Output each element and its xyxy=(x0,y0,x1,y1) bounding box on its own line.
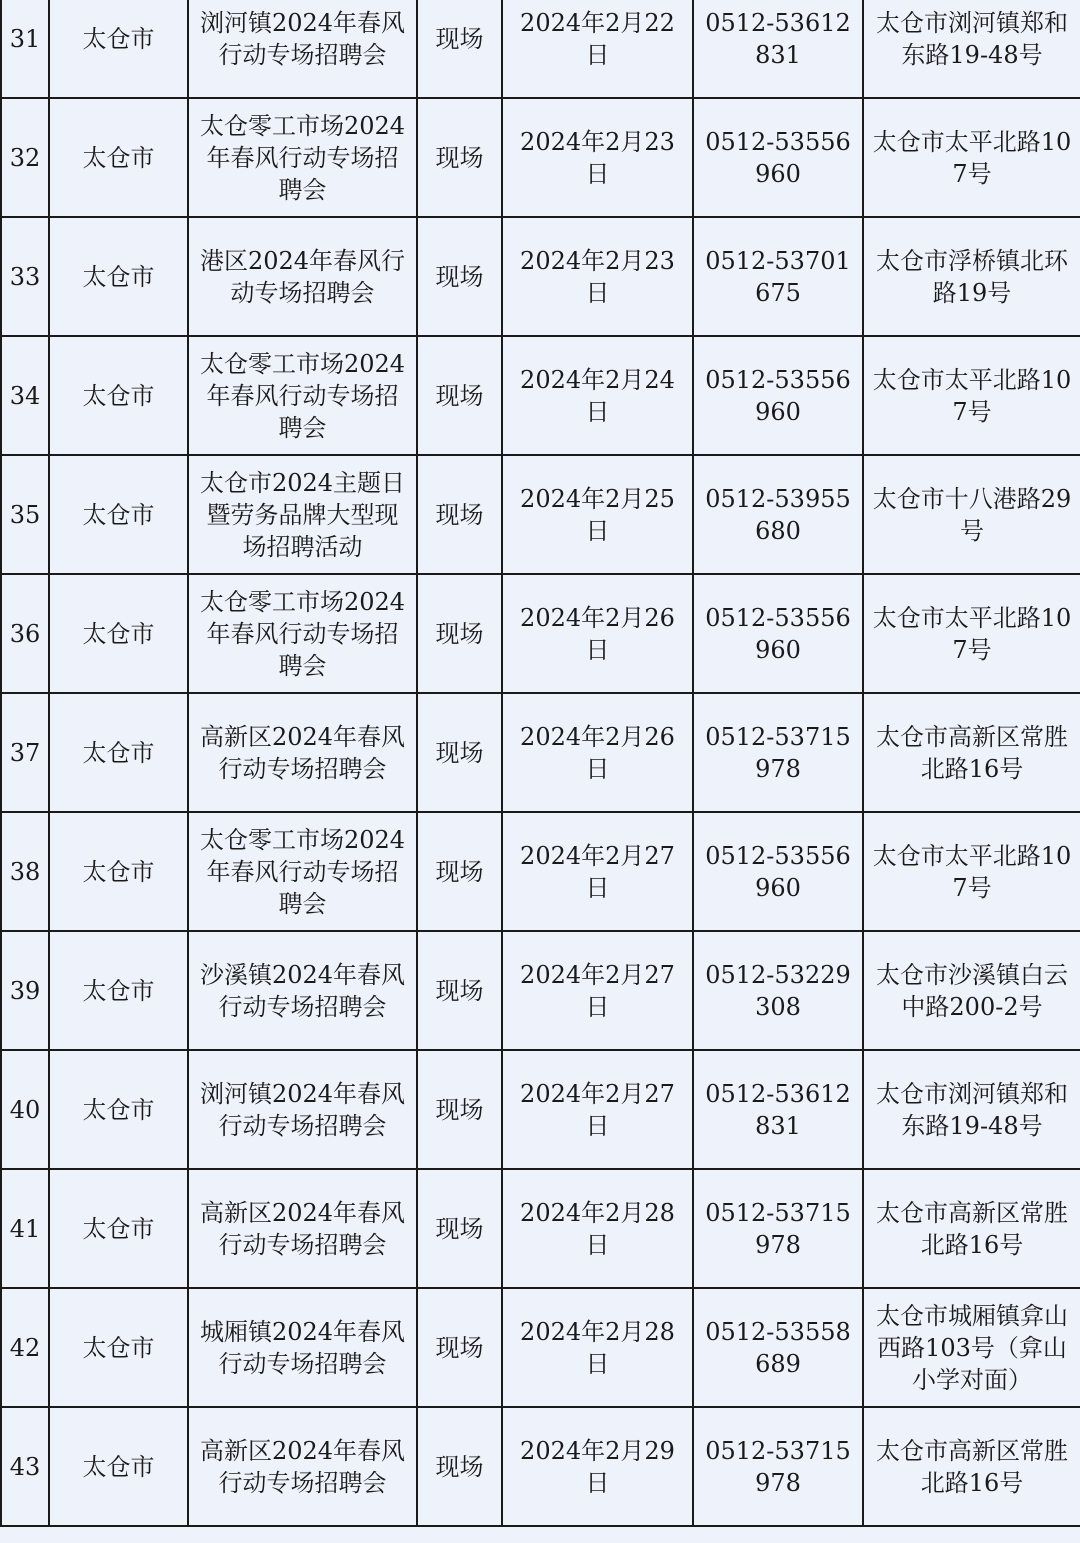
event-type-cell: 现场 xyxy=(417,1407,502,1526)
contact-phone-cell: 0512-53701675 xyxy=(693,217,863,336)
city-cell: 太仓市 xyxy=(49,217,188,336)
table-row xyxy=(1,455,1080,574)
table-row xyxy=(1,693,1080,812)
row-number-cell: 39 xyxy=(1,931,49,1050)
event-date-cell: 2024年2月25日 xyxy=(502,455,693,574)
city-cell: 太仓市 xyxy=(49,1407,188,1526)
event-date-cell: 2024年2月24日 xyxy=(502,336,693,455)
table-row xyxy=(1,217,1080,336)
address-cell: 太仓市十八港路29号 xyxy=(863,455,1080,574)
event-date-cell: 2024年2月23日 xyxy=(502,98,693,217)
table-row xyxy=(1,1050,1080,1169)
contact-phone-cell: 0512-53558689 xyxy=(693,1288,863,1407)
address-cell: 太仓市浏河镇郑和东路19-48号 xyxy=(863,1050,1080,1169)
table-row xyxy=(1,931,1080,1050)
contact-phone-cell: 0512-53955680 xyxy=(693,455,863,574)
city-cell: 太仓市 xyxy=(49,1288,188,1407)
table-row xyxy=(1,336,1080,455)
table-row xyxy=(1,1407,1080,1526)
event-type-cell: 现场 xyxy=(417,931,502,1050)
contact-phone-cell: 0512-53715978 xyxy=(693,1407,863,1526)
city-cell: 太仓市 xyxy=(49,455,188,574)
contact-phone-cell: 0512-53556960 xyxy=(693,574,863,693)
contact-phone-cell: 0512-53612831 xyxy=(693,1050,863,1169)
city-cell: 太仓市 xyxy=(49,693,188,812)
event-type-cell: 现场 xyxy=(417,1169,502,1288)
event-type-cell: 现场 xyxy=(417,336,502,455)
city-cell: 太仓市 xyxy=(49,1169,188,1288)
row-number-cell: 32 xyxy=(1,98,49,217)
contact-phone-cell: 0512-53715978 xyxy=(693,693,863,812)
event-type-cell: 现场 xyxy=(417,98,502,217)
row-number-cell: 42 xyxy=(1,1288,49,1407)
event-name-cell: 高新区2024年春风行动专场招聘会 xyxy=(188,693,417,812)
contact-phone-cell: 0512-53612831 xyxy=(693,0,863,98)
event-date-cell: 2024年2月22日 xyxy=(502,0,693,98)
row-number-cell: 38 xyxy=(1,812,49,931)
event-date-cell: 2024年2月28日 xyxy=(502,1288,693,1407)
event-date-cell: 2024年2月28日 xyxy=(502,1169,693,1288)
table-row xyxy=(1,812,1080,931)
event-type-cell: 现场 xyxy=(417,1288,502,1407)
address-cell: 太仓市浮桥镇北环路19号 xyxy=(863,217,1080,336)
event-date-cell: 2024年2月27日 xyxy=(502,931,693,1050)
event-name-cell: 太仓市2024主题日暨劳务品牌大型现场招聘活动 xyxy=(188,455,417,574)
contact-phone-cell: 0512-53556960 xyxy=(693,812,863,931)
event-name-cell: 太仓零工市场2024年春风行动专场招聘会 xyxy=(188,98,417,217)
event-name-cell: 沙溪镇2024年春风行动专场招聘会 xyxy=(188,931,417,1050)
address-cell: 太仓市高新区常胜北路16号 xyxy=(863,1169,1080,1288)
address-cell: 太仓市太平北路107号 xyxy=(863,336,1080,455)
address-cell: 太仓市太平北路107号 xyxy=(863,812,1080,931)
event-date-cell: 2024年2月29日 xyxy=(502,1407,693,1526)
row-number-cell: 33 xyxy=(1,217,49,336)
event-date-cell: 2024年2月26日 xyxy=(502,693,693,812)
address-cell: 太仓市太平北路107号 xyxy=(863,98,1080,217)
contact-phone-cell: 0512-53556960 xyxy=(693,98,863,217)
row-number-cell: 40 xyxy=(1,1050,49,1169)
row-number-cell: 43 xyxy=(1,1407,49,1526)
table-row xyxy=(1,574,1080,693)
event-name-cell: 浏河镇2024年春风行动专场招聘会 xyxy=(188,0,417,98)
event-date-cell: 2024年2月27日 xyxy=(502,1050,693,1169)
event-name-cell: 太仓零工市场2024年春风行动专场招聘会 xyxy=(188,812,417,931)
table-body xyxy=(1,0,1080,1526)
city-cell: 太仓市 xyxy=(49,98,188,217)
event-type-cell: 现场 xyxy=(417,217,502,336)
table-row xyxy=(1,1169,1080,1288)
event-type-cell: 现场 xyxy=(417,0,502,98)
event-type-cell: 现场 xyxy=(417,455,502,574)
event-name-cell: 高新区2024年春风行动专场招聘会 xyxy=(188,1407,417,1526)
event-name-cell: 城厢镇2024年春风行动专场招聘会 xyxy=(188,1288,417,1407)
contact-phone-cell: 0512-53556960 xyxy=(693,336,863,455)
address-cell: 太仓市沙溪镇白云中路200-2号 xyxy=(863,931,1080,1050)
event-name-cell: 高新区2024年春风行动专场招聘会 xyxy=(188,1169,417,1288)
row-number-cell: 31 xyxy=(1,0,49,98)
row-number-cell: 35 xyxy=(1,455,49,574)
row-number-cell: 36 xyxy=(1,574,49,693)
contact-phone-cell: 0512-53715978 xyxy=(693,1169,863,1288)
row-number-cell: 34 xyxy=(1,336,49,455)
city-cell: 太仓市 xyxy=(49,1050,188,1169)
event-date-cell: 2024年2月23日 xyxy=(502,217,693,336)
event-name-cell: 太仓零工市场2024年春风行动专场招聘会 xyxy=(188,336,417,455)
address-cell: 太仓市城厢镇弇山西路103号（弇山小学对面） xyxy=(863,1288,1080,1407)
table-row xyxy=(1,0,1080,98)
table-row xyxy=(1,1288,1080,1407)
table-row xyxy=(1,98,1080,217)
contact-phone-cell: 0512-53229308 xyxy=(693,931,863,1050)
event-name-cell: 浏河镇2024年春风行动专场招聘会 xyxy=(188,1050,417,1169)
address-cell: 太仓市浏河镇郑和东路19-48号 xyxy=(863,0,1080,98)
city-cell: 太仓市 xyxy=(49,0,188,98)
city-cell: 太仓市 xyxy=(49,336,188,455)
event-type-cell: 现场 xyxy=(417,574,502,693)
event-name-cell: 港区2024年春风行动专场招聘会 xyxy=(188,217,417,336)
city-cell: 太仓市 xyxy=(49,931,188,1050)
event-name-cell: 太仓零工市场2024年春风行动专场招聘会 xyxy=(188,574,417,693)
event-type-cell: 现场 xyxy=(417,1050,502,1169)
event-type-cell: 现场 xyxy=(417,693,502,812)
city-cell: 太仓市 xyxy=(49,574,188,693)
event-date-cell: 2024年2月27日 xyxy=(502,812,693,931)
row-number-cell: 41 xyxy=(1,1169,49,1288)
address-cell: 太仓市太平北路107号 xyxy=(863,574,1080,693)
address-cell: 太仓市高新区常胜北路16号 xyxy=(863,693,1080,812)
address-cell: 太仓市高新区常胜北路16号 xyxy=(863,1407,1080,1526)
event-date-cell: 2024年2月26日 xyxy=(502,574,693,693)
city-cell: 太仓市 xyxy=(49,812,188,931)
event-type-cell: 现场 xyxy=(417,812,502,931)
row-number-cell: 37 xyxy=(1,693,49,812)
